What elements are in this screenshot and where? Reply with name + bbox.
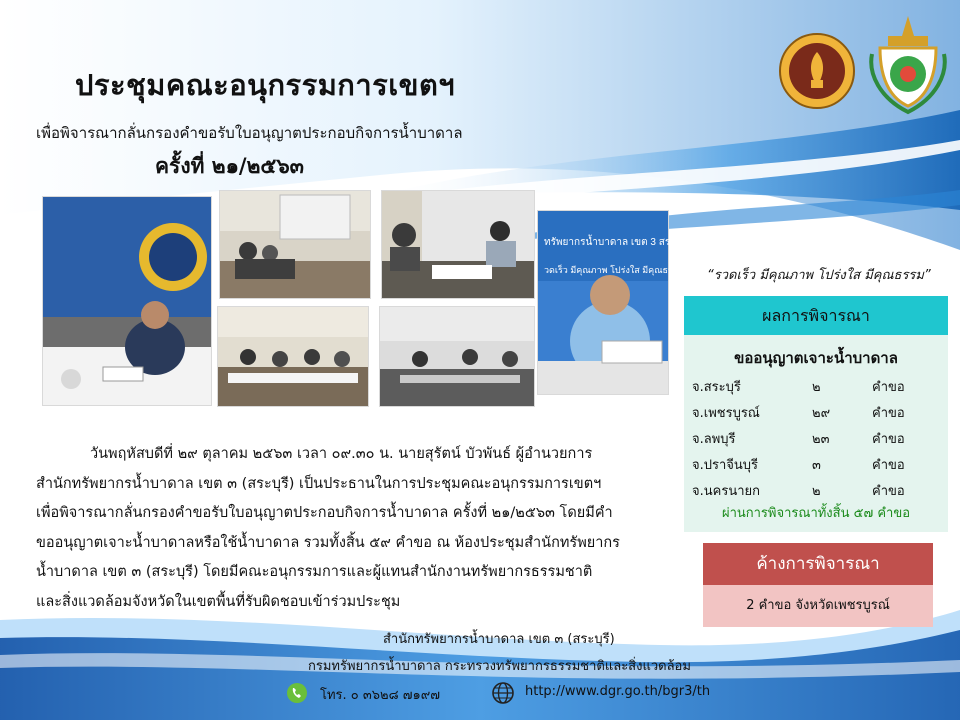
result-row (684, 480, 948, 504)
result-row (684, 428, 948, 452)
website-link[interactable]: http://www.dgr.go.th/bgr3/th (525, 684, 711, 699)
body-line: วันพฤหัสบดีที่ ๒๙ ตุลาคม ๒๕๖๓ เวลา ๐๙.๓๐ น. นายสุรัตน์ บัวพันธ์ ผู้อำนวยการ (90, 446, 593, 462)
province-name: จ.เพชรบูรณ์ (692, 406, 760, 421)
body-paragraph (36, 440, 660, 617)
body-line: น้ำบาดาล เขต ๓ (สระบุรี) โดยมีคณะอนุกรรมการและผู้แทนสำนักงานทรัพยากรธรรมชาติ (36, 564, 593, 580)
mnre-logo (866, 14, 950, 114)
meeting-number: ครั้งที่ ๒๑/๒๕๖๓ (155, 154, 304, 178)
results-heading: ผลการพิจารณา (684, 296, 948, 335)
request-unit: คำขอ (872, 484, 905, 499)
photo-banner-line1: ทรัพยากรน้ำบาดาล เขต 3 สร (544, 237, 671, 248)
result-row (684, 454, 948, 478)
province-name: จ.นครนายก (692, 484, 760, 499)
pending-panel (703, 543, 933, 627)
slogan: “รวดเร็ว มีคุณภาพ โปร่งใส มีคุณธรรม” (707, 268, 931, 283)
dgr-logo (778, 28, 856, 114)
page-subtitle: เพื่อพิจารณากลั่นกรองคำขอรับใบอนุญาตประกอบกิจการน้ำบาดาล (36, 124, 463, 142)
globe-icon (492, 682, 514, 704)
results-subheading: ขออนุญาตเจาะน้ำบาดาล (734, 349, 898, 367)
org-office: สำนักทรัพยากรน้ำบาดาล เขต ๓ (สระบุรี) (383, 632, 615, 647)
results-total: ผ่านการพิจารณาทั้งสิ้น ๕๗ คำขอ (721, 506, 911, 521)
province-name: จ.สระบุรี (692, 380, 741, 395)
body-line: ขออนุญาตเจาะน้ำบาดาลหรือใช้น้ำบาดาล รวมทั้งสิ้น ๕๙ คำขอ ณ ห้องประชุมสำนักทรัพยากร (36, 534, 620, 551)
result-row (684, 402, 948, 426)
meeting-photo-4 (217, 306, 369, 407)
meeting-photo-2 (219, 190, 371, 299)
request-count: ๒๓ (812, 432, 830, 447)
pending-heading: ค้างการพิจารณา (703, 543, 933, 585)
meeting-photo-chairman (42, 196, 212, 406)
meeting-photo-5 (379, 306, 535, 407)
request-unit: คำขอ (872, 458, 905, 473)
request-unit: คำขอ (872, 380, 905, 395)
body-line: สำนักทรัพยากรน้ำบาดาล เขต ๓ (สระบุรี) เป็นประธานในการประชุมคณะอนุกรรมการเขตฯ (36, 475, 602, 492)
meeting-photo-director (537, 210, 684, 395)
province-name: จ.ปราจีนบุรี (692, 458, 759, 473)
phone-icon (286, 682, 308, 704)
results-panel (684, 296, 948, 532)
result-row (684, 376, 948, 400)
request-unit: คำขอ (872, 432, 905, 447)
org-department: กรมทรัพยากรน้ำบาดาล กระทรวงทรัพยากรธรรมชาติและสิ่งแวดล้อม (308, 659, 691, 674)
request-count: ๓ (812, 458, 821, 473)
phone-number: โทร. ๐ ๓๖๒๘ ๗๑๙๗ (320, 688, 441, 703)
body-line: และสิ่งแวดล้อมจังหวัดในเขตพื้นที่รับผิดชอบเข้าร่วมประชุม (36, 593, 401, 610)
request-count: ๒๙ (812, 406, 831, 421)
page-title: ประชุมคณะอนุกรรมการเขตฯ (75, 68, 456, 102)
request-unit: คำขอ (872, 406, 905, 421)
photo-banner-line2: วดเร็ว มีคุณภาพ โปร่งใส มีคุณธรรม (544, 265, 684, 275)
request-count: ๒ (812, 484, 821, 499)
meeting-photo-3 (381, 190, 535, 299)
body-line: เพื่อพิจารณากลั่นกรองคำขอรับใบอนุญาตประกอบกิจการน้ำบาดาล ครั้งที่ ๒๑/๒๕๖๓ โดยมีคำ (36, 505, 613, 521)
pending-detail: 2 คำขอ จังหวัดเพชรบูรณ์ (703, 585, 933, 627)
province-name: จ.ลพบุรี (692, 432, 736, 447)
request-count: ๒ (812, 380, 821, 395)
